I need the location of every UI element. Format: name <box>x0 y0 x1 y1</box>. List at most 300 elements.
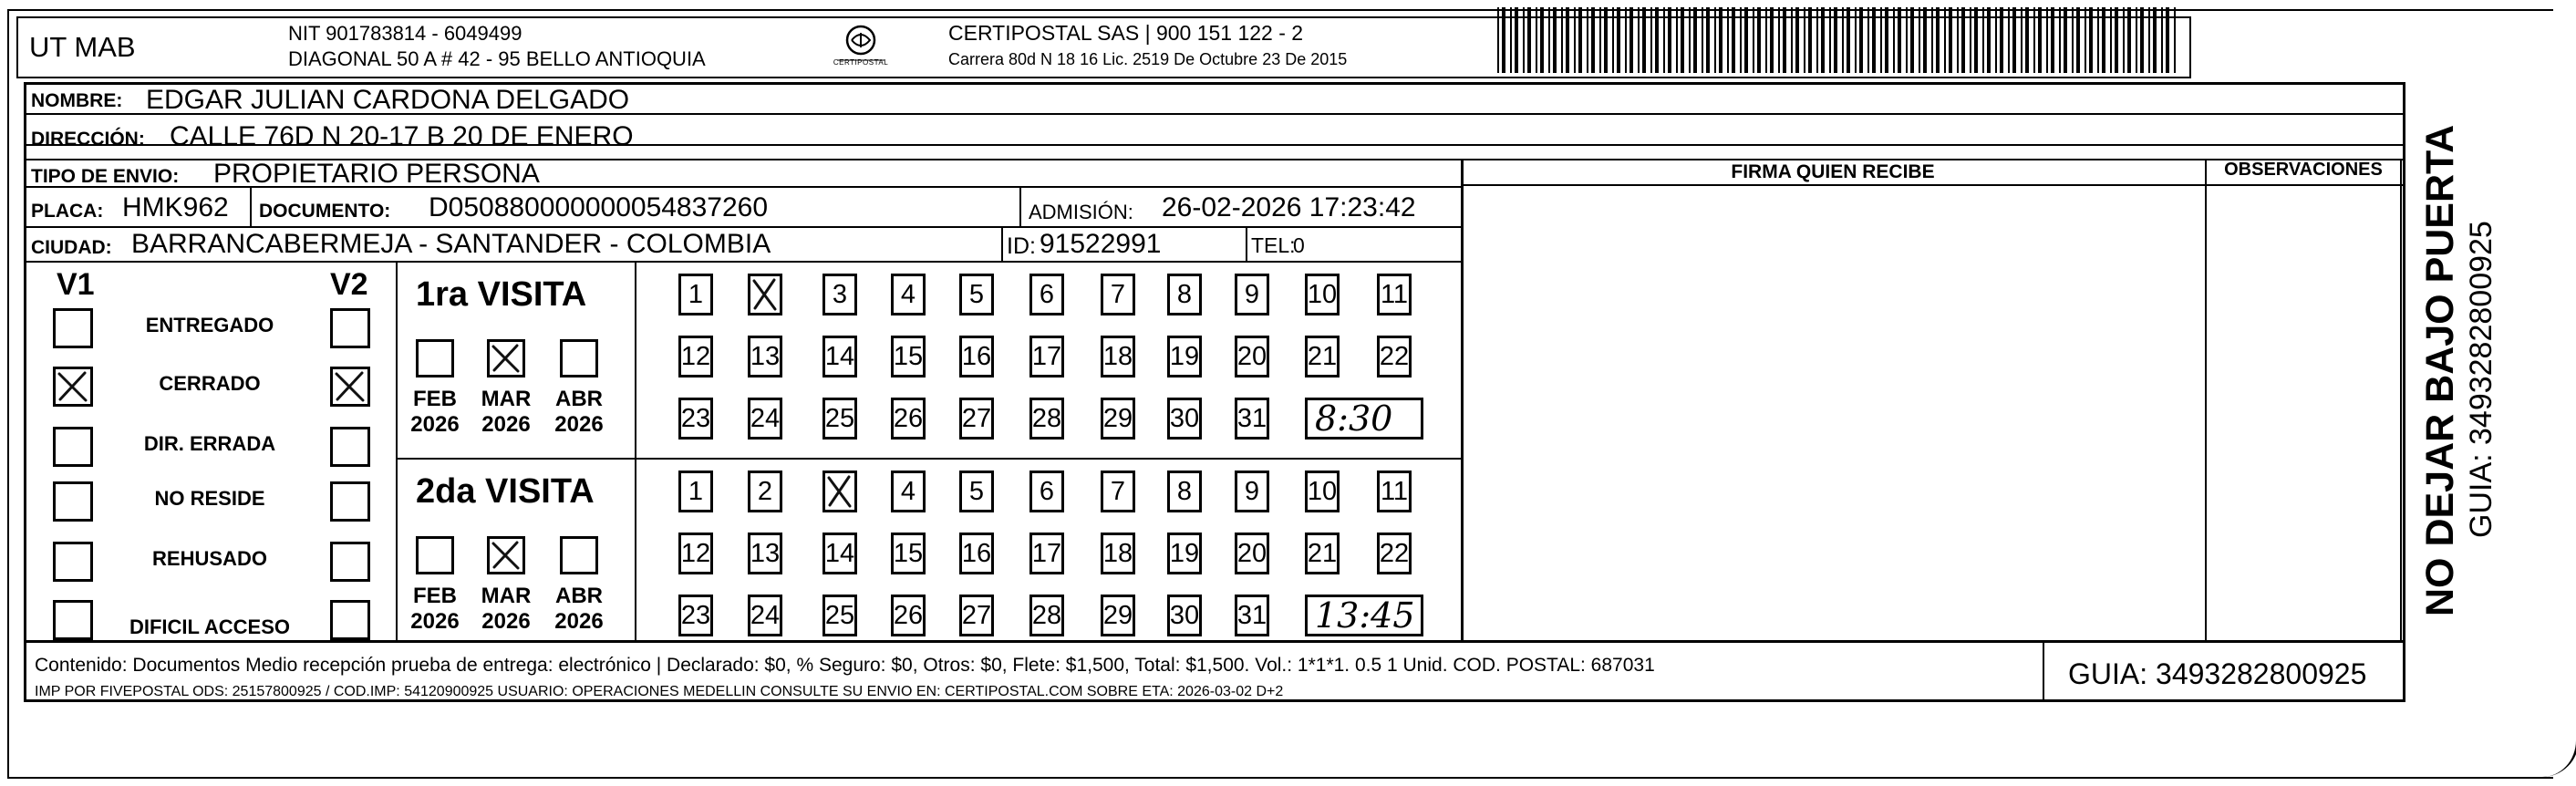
barcode-bar <box>2161 7 2163 73</box>
day-number: 4 <box>900 476 916 506</box>
day-cell[interactable] <box>1167 595 1202 636</box>
day-cell[interactable] <box>1305 336 1340 377</box>
day-number: 7 <box>1110 279 1126 309</box>
day-number: 13 <box>750 538 781 568</box>
barcode-bar <box>1663 7 1665 73</box>
col-line <box>635 261 636 640</box>
visit-time: 13:45 <box>1315 595 1415 636</box>
side-warning-wrap <box>2418 106 2467 616</box>
barcode-bar <box>1536 7 1537 73</box>
month-year: 2026 <box>410 412 460 437</box>
barcode-bar <box>1885 7 1888 73</box>
month-year: 2026 <box>481 412 531 437</box>
side-guia-wrap <box>2464 155 2500 538</box>
day-number: 31 <box>1236 600 1267 630</box>
barcode-bar <box>2025 7 2029 73</box>
barcode-bar <box>1859 7 1863 73</box>
row-line <box>24 640 2405 643</box>
logo-text: CERTIPOSTAL <box>833 58 889 67</box>
col-line <box>1246 228 1247 261</box>
barcode-bar <box>1778 7 1780 73</box>
day-number: 6 <box>1039 476 1055 506</box>
ciudad-value: BARRANCABERMEJA - SANTANDER - COLOMBIA <box>131 229 771 259</box>
day-number: 8 <box>1176 279 1193 309</box>
placa-value: HMK962 <box>122 192 229 222</box>
observaciones-label: OBSERVACIONES <box>2224 160 2383 180</box>
barcode-bar <box>1974 7 1978 73</box>
v2-checkbox[interactable] <box>330 308 370 348</box>
day-cell[interactable] <box>1235 274 1269 315</box>
v1-checkbox[interactable] <box>53 481 93 522</box>
day-number: 20 <box>1236 341 1267 371</box>
v1-checkbox[interactable] <box>53 367 93 407</box>
barcode-bar <box>1961 7 1965 73</box>
barcode-bar <box>1642 7 1646 73</box>
barcode-bar <box>1740 7 1742 73</box>
courier-name: CERTIPOSTAL SAS | 900 151 122 - 2 <box>948 21 1304 45</box>
day-cell[interactable] <box>1101 471 1135 512</box>
v1-checkbox[interactable] <box>53 542 93 582</box>
day-cell[interactable] <box>891 471 926 512</box>
barcode-bar <box>1668 7 1671 73</box>
day-cell[interactable] <box>1235 336 1269 377</box>
barcode-bar <box>1867 7 1869 73</box>
barcode-bar <box>1612 7 1614 73</box>
day-cell[interactable] <box>1377 336 1412 377</box>
barcode-bar <box>2115 7 2118 73</box>
day-cell[interactable] <box>1029 336 1064 377</box>
day-cell[interactable] <box>748 533 782 574</box>
logo-icon <box>832 20 890 75</box>
day-cell[interactable] <box>748 471 782 512</box>
day-cell[interactable] <box>678 274 713 315</box>
month-year: 2026 <box>554 412 604 437</box>
day-number: 23 <box>680 403 711 433</box>
day-cell[interactable] <box>1235 595 1269 636</box>
barcode-bar <box>1732 7 1735 73</box>
day-number: 5 <box>968 476 985 506</box>
status-option-label: ENTREGADO <box>145 314 274 336</box>
barcode-bar <box>1523 7 1525 73</box>
day-number: 18 <box>1102 538 1133 568</box>
barcode-bar <box>1681 7 1684 73</box>
barcode-bar <box>2008 7 2010 73</box>
day-cell[interactable] <box>1305 533 1340 574</box>
barcode-bar <box>2089 7 2093 73</box>
tel-label: TEL: <box>1251 233 1296 257</box>
month-name: MAR <box>481 387 532 411</box>
v1-checkbox[interactable] <box>53 600 93 640</box>
day-cell[interactable] <box>1029 274 1064 315</box>
day-cell[interactable] <box>1305 274 1340 315</box>
sender-address: DIAGONAL 50 A # 42 - 95 BELLO ANTIOQUIA <box>288 47 706 70</box>
day-number: 28 <box>1031 600 1062 630</box>
v2-checkbox[interactable] <box>330 600 370 640</box>
side-warning: NO DEJAR BAJO PUERTA <box>2418 124 2462 616</box>
v2-checkbox[interactable] <box>330 481 370 522</box>
day-number: 19 <box>1169 341 1200 371</box>
day-cell[interactable] <box>678 533 713 574</box>
barcode-bar <box>1689 7 1691 73</box>
barcode-bar <box>1936 7 1940 73</box>
barcode-bar <box>1510 7 1512 73</box>
day-number: 9 <box>1244 476 1260 506</box>
barcode-bar <box>1617 7 1620 73</box>
day-number: 19 <box>1169 538 1200 568</box>
direccion-value: CALLE 76D N 20-17 B 20 DE ENERO <box>170 121 634 151</box>
day-number: 29 <box>1102 403 1133 433</box>
barcode-bar <box>1770 7 1774 73</box>
barcode-bar <box>1714 7 1716 73</box>
barcode-bar <box>1821 7 1825 73</box>
month-year: 2026 <box>410 609 460 634</box>
day-cell[interactable] <box>1167 274 1202 315</box>
day-number: 2 <box>757 476 773 506</box>
v1-label: V1 <box>57 267 95 302</box>
month-name: FEB <box>413 387 457 411</box>
status-option-label: DIR. ERRADA <box>143 432 276 455</box>
barcode-bar <box>1553 7 1557 73</box>
check-mark-icon <box>333 369 367 404</box>
day-cell[interactable] <box>1101 595 1135 636</box>
barcode-bar <box>1604 7 1608 73</box>
day-cell[interactable] <box>1029 533 1064 574</box>
day-number: 21 <box>1307 341 1338 371</box>
barcode-bar <box>2110 7 2112 73</box>
day-cell[interactable] <box>822 471 857 512</box>
day-number: 14 <box>824 341 855 371</box>
month-checkbox[interactable] <box>560 536 598 574</box>
footer-contenido: Contenido: Documentos Medio recepción prueba de entrega: electrónico | Declarado: $0, % Seguro: $0, Otros: $0, Flete: $1,500, Total: $1,500. Vol.: 1*1*1. 0.5 1 Unid. COD. POSTAL: 687031 <box>35 655 1655 676</box>
barcode-bar <box>1919 7 1920 73</box>
barcode-bar <box>1744 7 1748 73</box>
barcode-bar <box>1757 7 1761 73</box>
barcode-bar <box>1893 7 1895 73</box>
v1-checkbox[interactable] <box>53 308 93 348</box>
barcode-bar <box>1880 7 1882 73</box>
barcode-bar <box>1970 7 1971 73</box>
side-guia: GUIA: 3493282800925 <box>2464 221 2498 538</box>
barcode-bar <box>2051 7 2054 73</box>
month-checkbox[interactable] <box>487 536 525 574</box>
day-cell[interactable] <box>822 336 857 377</box>
documento-value: D050880000000054837260 <box>429 192 769 222</box>
day-number: 18 <box>1102 341 1133 371</box>
day-cell[interactable] <box>1167 398 1202 440</box>
visit-title: 1ra VISITA <box>416 275 587 314</box>
barcode-bar <box>1765 7 1767 73</box>
day-cell[interactable] <box>822 595 857 636</box>
barcode-bar <box>1829 7 1831 73</box>
day-number: 31 <box>1236 403 1267 433</box>
day-cell[interactable] <box>891 595 926 636</box>
barcode-bar <box>1753 7 1754 73</box>
col-line <box>1001 228 1003 261</box>
barcode-bar <box>2127 7 2131 73</box>
barcode-bar <box>1561 7 1563 73</box>
col-line <box>2043 640 2044 702</box>
barcode-bar <box>1834 7 1837 73</box>
month-checkbox[interactable] <box>416 339 454 377</box>
barcode-bar <box>1808 7 1812 73</box>
barcode-bar <box>1706 7 1710 73</box>
day-cell[interactable] <box>891 336 926 377</box>
observaciones-area[interactable] <box>2209 188 2398 638</box>
sender-name: UT MAB <box>29 31 136 63</box>
day-number: 17 <box>1031 538 1062 568</box>
day-number: 4 <box>900 279 916 309</box>
barcode-bar <box>1638 7 1640 73</box>
day-number: 30 <box>1169 600 1200 630</box>
barcode-bar <box>1719 7 1723 73</box>
check-mark-icon <box>490 342 522 375</box>
paper-corner-curl <box>2530 720 2576 777</box>
barcode-bar <box>1540 7 1544 73</box>
day-cell[interactable] <box>1235 471 1269 512</box>
col-line <box>396 261 398 640</box>
day-cell[interactable] <box>678 471 713 512</box>
day-cell[interactable] <box>822 533 857 574</box>
day-cell[interactable] <box>891 533 926 574</box>
documento-label: DOCUMENTO: <box>259 201 391 222</box>
day-number: 8 <box>1176 476 1193 506</box>
certipostal-logo <box>832 20 890 75</box>
v2-checkbox[interactable] <box>330 542 370 582</box>
day-cell[interactable] <box>1101 533 1135 574</box>
day-cell[interactable] <box>1167 533 1202 574</box>
day-cell[interactable] <box>748 398 782 440</box>
barcode-bar <box>2038 7 2042 73</box>
day-number: 11 <box>1380 279 1409 309</box>
courier-license: Carrera 80d N 18 16 Lic. 2519 De Octubre 23 De 2015 <box>948 50 1348 68</box>
col-line <box>1019 188 1021 226</box>
barcode-bar <box>2021 7 2023 73</box>
status-option-label: NO RESIDE <box>154 487 265 510</box>
day-cell[interactable] <box>1377 533 1412 574</box>
day-cell[interactable] <box>748 595 782 636</box>
col-line <box>2400 159 2402 640</box>
status-option-label: REHUSADO <box>152 547 267 570</box>
admision-value: 26-02-2026 17:23:42 <box>1162 192 1416 222</box>
barcode-bar <box>1702 7 1703 73</box>
barcode-bar <box>1855 7 1857 73</box>
barcode-bar <box>2012 7 2016 73</box>
barcode-bar <box>2102 7 2105 73</box>
day-number: 24 <box>750 600 781 630</box>
visit-title: 2da VISITA <box>416 472 595 511</box>
visit-time: 8:30 <box>1315 398 1393 439</box>
firma-area[interactable] <box>1464 188 2203 638</box>
check-mark-icon <box>750 276 780 313</box>
barcode-bar <box>2085 7 2086 73</box>
barcode-bar <box>1906 7 1908 73</box>
check-mark-icon <box>825 473 854 510</box>
id-label: ID: <box>1007 233 1036 259</box>
day-cell[interactable] <box>1235 533 1269 574</box>
barcode-bar <box>1872 7 1876 73</box>
tel-value: 0 <box>1293 233 1305 257</box>
barcode-bar <box>1548 7 1550 73</box>
day-number: 12 <box>680 538 711 568</box>
day-number: 10 <box>1307 279 1338 309</box>
col-line <box>1461 159 1464 640</box>
barcode-bar <box>1982 7 1984 73</box>
month-name: FEB <box>413 584 457 608</box>
barcode-bar <box>2148 7 2150 73</box>
barcode-bar <box>2076 7 2080 73</box>
barcode-bar <box>1566 7 1569 73</box>
barcode-bar <box>1515 7 1518 73</box>
month-year: 2026 <box>554 609 604 634</box>
day-cell[interactable] <box>822 398 857 440</box>
day-cell[interactable] <box>822 274 857 315</box>
barcode-bar <box>1995 7 1997 73</box>
day-cell[interactable] <box>959 471 994 512</box>
day-cell[interactable] <box>959 274 994 315</box>
status-option-label: DIFICIL ACCESO <box>129 615 290 638</box>
barcode-bar <box>1923 7 1927 73</box>
day-cell[interactable] <box>1377 274 1412 315</box>
barcode-bar <box>2174 7 2176 73</box>
barcode-bar <box>2033 7 2035 73</box>
day-number: 7 <box>1110 476 1126 506</box>
col-line <box>250 188 252 226</box>
barcode-bar <box>1599 7 1601 73</box>
barcode-bar <box>1842 7 1844 73</box>
day-cell[interactable] <box>1029 398 1064 440</box>
day-cell[interactable] <box>1167 336 1202 377</box>
day-cell[interactable] <box>891 398 926 440</box>
barcode-icon <box>1497 7 2179 73</box>
v2-checkbox[interactable] <box>330 367 370 407</box>
barcode-bar <box>1502 7 1505 73</box>
day-cell[interactable] <box>959 336 994 377</box>
day-number: 28 <box>1031 403 1062 433</box>
day-number: 25 <box>824 600 855 630</box>
day-cell[interactable] <box>959 595 994 636</box>
day-cell[interactable] <box>891 274 926 315</box>
day-cell[interactable] <box>1101 398 1135 440</box>
visit-time-field[interactable] <box>1305 398 1423 440</box>
row-line <box>1461 184 2405 186</box>
nombre-label: NOMBRE: <box>31 90 123 111</box>
check-mark-icon <box>56 369 90 404</box>
barcode-bar <box>1816 7 1818 73</box>
day-cell[interactable] <box>1167 471 1202 512</box>
row-line <box>396 458 1461 460</box>
barcode-bar <box>2153 7 2157 73</box>
day-number: 15 <box>893 341 924 371</box>
barcode-bar <box>2136 7 2137 73</box>
tipo-value: PROPIETARIO PERSONA <box>213 159 540 189</box>
month-checkbox[interactable] <box>487 339 525 377</box>
day-number: 15 <box>893 538 924 568</box>
barcode-bar <box>2123 7 2125 73</box>
day-number: 16 <box>961 538 992 568</box>
day-number: 22 <box>1379 341 1410 371</box>
barcode-bar <box>1910 7 1914 73</box>
barcode-bar <box>1591 7 1595 73</box>
barcode-bar <box>1655 7 1659 73</box>
barcode-bar <box>1949 7 1952 73</box>
barcode-bar <box>2097 7 2099 73</box>
barcode-bar <box>2000 7 2003 73</box>
v1-checkbox[interactable] <box>53 427 93 467</box>
v2-checkbox[interactable] <box>330 427 370 467</box>
month-checkbox[interactable] <box>560 339 598 377</box>
admision-label: ADMISIÓN: <box>1029 201 1133 223</box>
barcode-bar <box>1629 7 1633 73</box>
month-name: ABR <box>555 584 603 608</box>
day-number: 25 <box>824 403 855 433</box>
day-cell[interactable] <box>678 595 713 636</box>
footer-guia: GUIA: 3493282800925 <box>2068 657 2367 690</box>
barcode-bar <box>2046 7 2048 73</box>
ciudad-label: CIUDAD: <box>31 237 112 258</box>
day-number: 23 <box>680 600 711 630</box>
day-cell[interactable] <box>678 398 713 440</box>
day-cell[interactable] <box>1029 595 1064 636</box>
day-number: 27 <box>961 600 992 630</box>
day-cell[interactable] <box>959 533 994 574</box>
status-option-label: CERRADO <box>159 372 261 395</box>
day-cell[interactable] <box>748 336 782 377</box>
day-number: 3 <box>832 279 848 309</box>
day-number: 16 <box>961 341 992 371</box>
row-line <box>24 261 1461 263</box>
barcode-bar <box>1795 7 1799 73</box>
day-number: 27 <box>961 403 992 433</box>
barcode-bar <box>1693 7 1697 73</box>
month-checkbox[interactable] <box>416 536 454 574</box>
day-cell[interactable] <box>1377 471 1412 512</box>
day-number: 14 <box>824 538 855 568</box>
visit-time-field[interactable] <box>1305 595 1423 636</box>
day-cell[interactable] <box>959 398 994 440</box>
day-number: 12 <box>680 341 711 371</box>
day-cell[interactable] <box>678 336 713 377</box>
day-cell[interactable] <box>748 274 782 315</box>
barcode-bar <box>1987 7 1991 73</box>
barcode-bar <box>1791 7 1793 73</box>
barcode-bar <box>1727 7 1729 73</box>
day-number: 5 <box>968 279 985 309</box>
check-mark-icon <box>490 539 522 572</box>
barcode-bar <box>1625 7 1627 73</box>
id-value: 91522991 <box>1040 229 1162 259</box>
day-number: 24 <box>750 403 781 433</box>
day-number: 26 <box>893 403 924 433</box>
firma-label: FIRMA QUIEN RECIBE <box>1731 161 1935 182</box>
barcode-bar <box>1898 7 1901 73</box>
day-number: 20 <box>1236 538 1267 568</box>
barcode-bar <box>1587 7 1588 73</box>
nombre-value: EDGAR JULIAN CARDONA DELGADO <box>146 85 630 115</box>
barcode-bar <box>1676 7 1678 73</box>
day-cell[interactable] <box>1235 398 1269 440</box>
day-number: 21 <box>1307 538 1338 568</box>
day-cell[interactable] <box>1101 336 1135 377</box>
day-cell[interactable] <box>1029 471 1064 512</box>
barcode-bar <box>1650 7 1652 73</box>
day-cell[interactable] <box>1101 274 1135 315</box>
day-number: 29 <box>1102 600 1133 630</box>
day-number: 1 <box>688 279 704 309</box>
barcode-bar <box>1497 7 1499 73</box>
barcode-bar <box>1578 7 1582 73</box>
barcode-bar <box>1574 7 1576 73</box>
day-cell[interactable] <box>1305 471 1340 512</box>
